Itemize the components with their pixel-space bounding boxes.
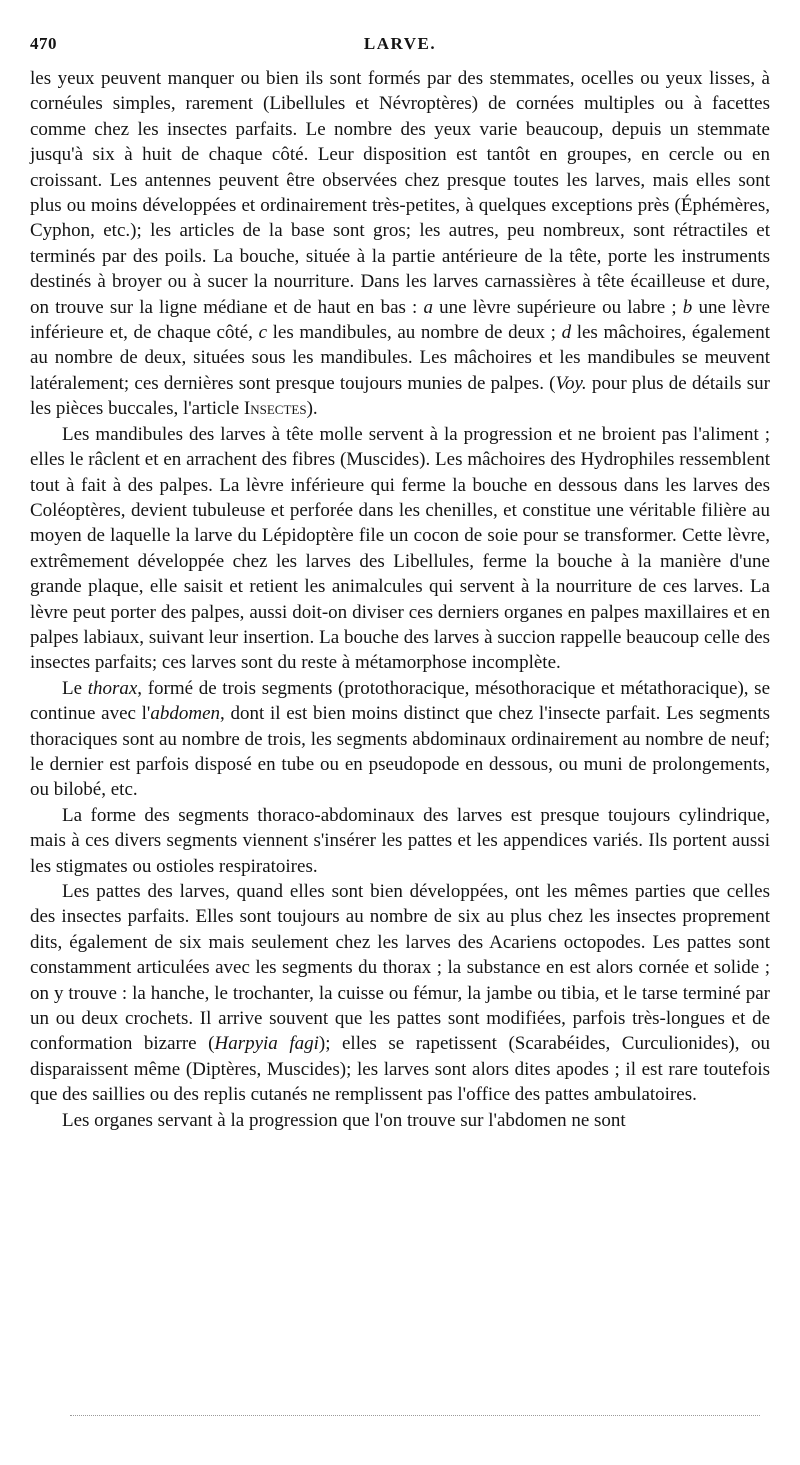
paragraph-5-rest: ); elles se rapetissent (Scarabéides, Curculionides), ou disparaissent même (Diptères, Muscides); les larves sont alors dites apodes ; il est rare toutefois que des saillies ou des replis cutanés ne remplissent pas l'office des pattes ambulatoires.: [30, 1033, 770, 1106]
voy-reference: Voy.: [555, 372, 587, 394]
paragraph-6-text: Les organes servant à la progression que l'on trouve sur l'abdomen ne sont: [62, 1109, 626, 1131]
paragraph-3-before: Le: [62, 677, 88, 699]
letter-a: a: [423, 296, 433, 318]
paragraph-1-after-d: les mâchoires, également au nombre de deux, situées sous les mandibules. Les mâchoires et les mandibules se meuvent latéralement; ces dernières sont presque toujours munies de palpes. (: [30, 322, 770, 394]
running-title: LARVE.: [363, 34, 437, 53]
paragraph-4: [30, 803, 770, 879]
paragraph-3: [30, 676, 770, 803]
page-header: [30, 30, 770, 60]
paragraph-1-after-a: une lèvre supérieure ou labre ;: [432, 296, 683, 318]
letter-b: b: [682, 296, 693, 318]
insectes-reference: Insectes: [243, 398, 307, 420]
species-harpyia-fagi: Harpyia fagi: [214, 1033, 319, 1055]
paragraph-2: [30, 422, 770, 676]
paragraph-6: [30, 1108, 770, 1133]
paragraph-1-after-voy: pour plus de détails sur les pièces buccales, l'article: [30, 372, 770, 420]
paragraph-1-end: ).: [306, 398, 318, 420]
paragraph-3-middle: , formé de trois segments (protothoracique, mésothoracique et métathoracique), se continue avec l': [30, 677, 770, 725]
page-number: 470: [30, 34, 57, 53]
body-text: [30, 66, 770, 1133]
paragraph-5-text: Les pattes des larves, quand elles sont bien développées, ont les mêmes parties que celles des insectes parfaits. Elles sont toujours au nombre de six au plus chez les insectes proprement dits, également de six mais seulement chez les larves des Acariens octopodes. Les pattes sont constamment articulées avec les segments du thorax ; la substance en est alors cornée et solide ; on y trouve : la hanche, le trochanter, la cuisse ou fémur, la jambe ou tibia, et le tarse terminé par un ou deux crochets. Il arrive souvent que les pattes sont modifiées, parfois très-longues et de conformation bizarre (: [30, 881, 770, 1055]
term-thorax: thorax: [87, 677, 138, 699]
paragraph-3-rest: , dont il est bien moins distinct que chez l'insecte parfait. Les segments thoraciques sont au nombre de trois, les segments abdominaux ordinairement au nombre de neuf; le dernier est parfois disposé en tube ou en pseudopode en dessous, ou muni de prolongements, ou bilobé, etc.: [30, 703, 770, 801]
term-abdomen: abdomen: [150, 703, 221, 725]
paragraph-2-text: Les mandibules des larves à tête molle servent à la progression et ne broient pas l'aliment ; elles le râclent et en arrachent des fibres (Muscides). Les mâchoires des Hydrophiles ressemblent tout à fait à des palpes. La lèvre inférieure qui ferme la bouche en dessous dans les larves des Coléoptères, devient tubuleuse et perforée dans les chenilles, et constitue une véritable filière au moyen de laquelle la larve du Lépidoptère file un cocon de soie pour se transformer. Cette lèvre, extrêmement développée chez les larves des Libellules, ferme la bouche à la manière d'une grande plaque, elle saisit et retient les animalcules qui servent à la nourriture de ces larves. La lèvre peut porter des palpes, aussi doit-on diviser ces derniers organes en palpes maxillaires et en palpes labiaux, suivant leur insertion. La bouche des larves à succion rappelle beaucoup celle des insectes parfaits; ces larves sont du reste à métamorphose incomplète.: [30, 423, 770, 674]
paragraph-5: [30, 879, 770, 1108]
paragraph-1: [30, 66, 770, 422]
paragraph-4-text: La forme des segments thoraco-abdominaux des larves est presque toujours cylindrique, mais à ces divers segments viennent s'insérer les pattes et les appendices variés. Ils portent aussi les stigmates ou ostioles respiratoires.: [30, 804, 770, 877]
paragraph-1-after-b: une lèvre inférieure et, de chaque côté,: [30, 296, 770, 344]
paragraph-1-text: les yeux peuvent manquer ou bien ils sont formés par des stemmates, ocelles ou yeux lisses, à cornéules simples, rarement (Libellules et Névroptères) de cornées multiples ou à facettes comme chez les insectes parfaits. Le nombre des yeux varie beaucoup, depuis un stemmate jusqu'à six à huit de chaque côté. Leur disposition est tantôt en groupes, en cercle ou en croissant. Les antennes peuvent être observées chez presque toutes les larves, mais elles sont plus ou moins développées et ordinairement très-petites, à quelques exceptions près (Éphémères, Cyphon, etc.); les articles de la base sont gros; les autres, peu nombreux, sont rétractiles et terminés par des poils. La bouche, située à la partie antérieure de la tête, porte les instruments destinés à broyer ou à sucer la nourriture. Dans les larves carnassières à tête écailleuse et dure, on trouve sur la ligne médiane et de haut en bas :: [30, 68, 770, 318]
letter-d: d: [561, 322, 572, 344]
document-page: [30, 30, 770, 1133]
letter-c: c: [258, 322, 267, 344]
paragraph-1-after-c: les mandibules, au nombre de deux ;: [267, 322, 562, 344]
bottom-dotted-rule: [70, 1415, 760, 1416]
